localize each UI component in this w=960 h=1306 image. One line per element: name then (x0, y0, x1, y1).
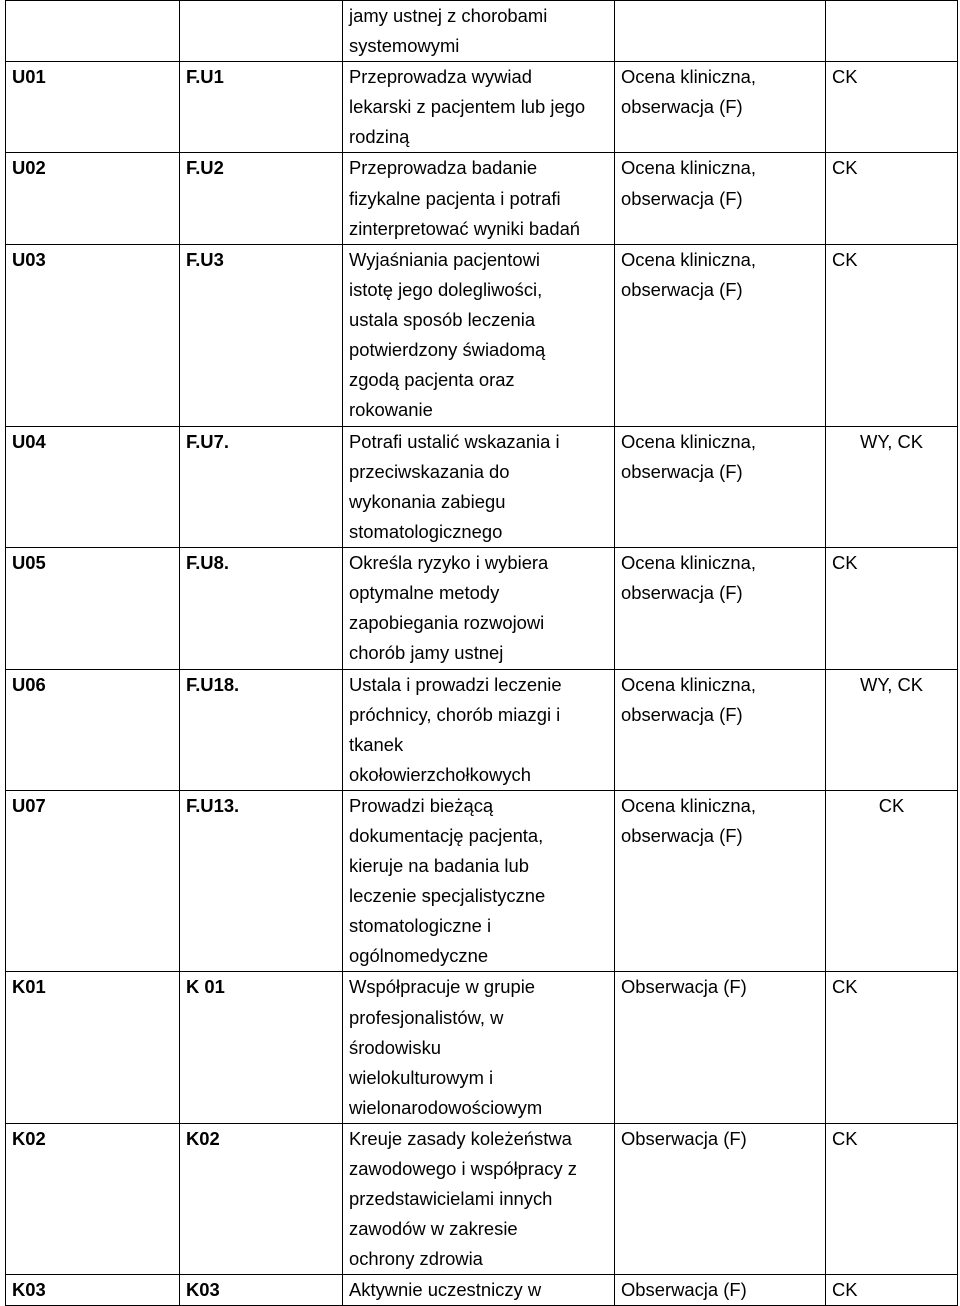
table-body (6, 1, 958, 1306)
verification-method-cell: Ocena kliniczna, obserwacja (F) (615, 790, 826, 972)
standard-ref-cell: F.U13. (180, 790, 343, 972)
table-row (6, 1, 958, 62)
verification-method-cell: Ocena kliniczna, obserwacja (F) (615, 62, 826, 153)
table-row (6, 62, 958, 153)
class-form-cell: WY, CK (826, 426, 958, 547)
outcome-description-cell: Przeprowadza badanie fizykalne pacjenta i potrafi zinterpretować wyniki badań (343, 153, 615, 244)
class-form-cell: CK (826, 1275, 958, 1306)
table-row (6, 153, 958, 244)
table-row (6, 426, 958, 547)
class-form-cell: CK (826, 1123, 958, 1274)
outcome-description-cell: jamy ustnej z chorobami systemowymi (343, 1, 615, 62)
outcome-code-cell: U06 (6, 669, 180, 790)
outcome-code-cell: U01 (6, 62, 180, 153)
outcome-description-cell: Przeprowadza wywiad lekarski z pacjentem lub jego rodziną (343, 62, 615, 153)
verification-method-cell: Ocena kliniczna, obserwacja (F) (615, 153, 826, 244)
standard-ref-cell: F.U8. (180, 548, 343, 669)
outcome-code-cell: K01 (6, 972, 180, 1123)
table-row (6, 669, 958, 790)
standard-ref-cell: K03 (180, 1275, 343, 1306)
outcome-description-cell: Prowadzi bieżącą dokumentację pacjenta, kieruje na badania lub leczenie specjalistyczne stomatologiczne i ogólnomedyczne (343, 790, 615, 972)
table-row (6, 244, 958, 426)
outcome-code-cell: U07 (6, 790, 180, 972)
standard-ref-cell: F.U7. (180, 426, 343, 547)
class-form-cell: CK (826, 790, 958, 972)
outcome-description-cell: Określa ryzyko i wybiera optymalne metody zapobiegania rozwojowi chorób jamy ustnej (343, 548, 615, 669)
standard-ref-cell: F.U18. (180, 669, 343, 790)
class-form-cell: CK (826, 972, 958, 1123)
outcome-description-cell: Wyjaśniania pacjentowi istotę jego dolegliwości, ustala sposób leczenia potwierdzony świadomą zgodą pacjenta oraz rokowanie (343, 244, 615, 426)
standard-ref-cell: K 01 (180, 972, 343, 1123)
table-row (6, 1123, 958, 1274)
verification-method-cell: Ocena kliniczna, obserwacja (F) (615, 669, 826, 790)
verification-method-cell: Ocena kliniczna, obserwacja (F) (615, 244, 826, 426)
outcome-code-cell: K02 (6, 1123, 180, 1274)
outcome-code-cell (6, 1, 180, 62)
class-form-cell (826, 1, 958, 62)
standard-ref-cell: K02 (180, 1123, 343, 1274)
table-row (6, 1275, 958, 1306)
class-form-cell: CK (826, 62, 958, 153)
standard-ref-cell: F.U3 (180, 244, 343, 426)
outcome-code-cell: U05 (6, 548, 180, 669)
verification-method-cell: Obserwacja (F) (615, 972, 826, 1123)
table-row (6, 548, 958, 669)
outcome-description-cell: Kreuje zasady koleżeństwa zawodowego i współpracy z przedstawicielami innych zawodów w zakresie ochrony zdrowia (343, 1123, 615, 1274)
class-form-cell: WY, CK (826, 669, 958, 790)
learning-outcomes-table (5, 0, 958, 1306)
table-row (6, 790, 958, 972)
standard-ref-cell: F.U1 (180, 62, 343, 153)
verification-method-cell: Ocena kliniczna, obserwacja (F) (615, 426, 826, 547)
class-form-cell: CK (826, 244, 958, 426)
outcome-code-cell: U04 (6, 426, 180, 547)
class-form-cell: CK (826, 153, 958, 244)
class-form-cell: CK (826, 548, 958, 669)
outcome-code-cell: K03 (6, 1275, 180, 1306)
outcome-description-cell: Ustala i prowadzi leczenie próchnicy, chorób miazgi i tkanek okołowierzchołkowych (343, 669, 615, 790)
outcome-description-cell: Potrafi ustalić wskazania i przeciwskazania do wykonania zabiegu stomatologicznego (343, 426, 615, 547)
verification-method-cell: Obserwacja (F) (615, 1275, 826, 1306)
standard-ref-cell: F.U2 (180, 153, 343, 244)
outcome-code-cell: U03 (6, 244, 180, 426)
verification-method-cell: Ocena kliniczna, obserwacja (F) (615, 548, 826, 669)
outcome-description-cell: Współpracuje w grupie profesjonalistów, w środowisku wielokulturowym i wielonarodowościowym (343, 972, 615, 1123)
outcome-description-cell: Aktywnie uczestniczy w (343, 1275, 615, 1306)
outcome-code-cell: U02 (6, 153, 180, 244)
verification-method-cell (615, 1, 826, 62)
verification-method-cell: Obserwacja (F) (615, 1123, 826, 1274)
table-row (6, 972, 958, 1123)
standard-ref-cell (180, 1, 343, 62)
